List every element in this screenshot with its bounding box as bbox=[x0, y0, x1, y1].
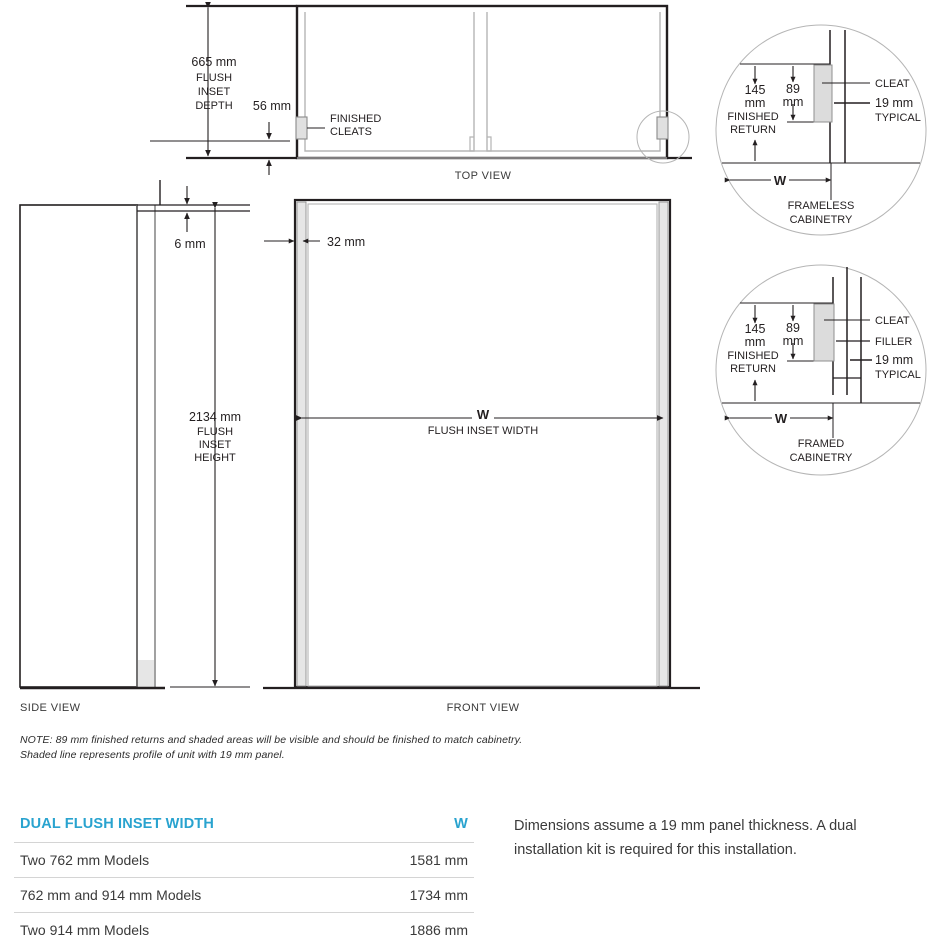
framed-cleat-block bbox=[814, 304, 834, 361]
framed-return-line1: FINISHED bbox=[727, 350, 779, 362]
framed-dim-W-symbol: W bbox=[774, 411, 788, 426]
frameless-cleat-label: CLEAT bbox=[875, 78, 910, 90]
dim-32-value: 32 mm bbox=[327, 235, 366, 249]
dim-56-value: 56 mm bbox=[252, 99, 292, 113]
frameless-dim-89-unit: mm bbox=[782, 95, 804, 109]
front-view-right-stile bbox=[659, 202, 668, 686]
frameless-dim-W-symbol: W bbox=[773, 173, 787, 188]
cleats-label-line1: FINISHED bbox=[330, 113, 382, 125]
framed-dim-145-unit: mm bbox=[744, 335, 766, 349]
framed-cleat-label: CLEAT bbox=[875, 315, 910, 327]
spec-table bbox=[14, 812, 474, 943]
dim-2134-line3: HEIGHT bbox=[194, 452, 236, 464]
top-view-group bbox=[150, 6, 692, 182]
dim-2134-line1: FLUSH bbox=[196, 426, 234, 438]
dim-2134-value: 2134 mm bbox=[188, 410, 242, 424]
frameless-dim-89-value: 89 bbox=[786, 82, 800, 96]
dim-665-line3: DEPTH bbox=[195, 100, 233, 112]
note-line-2: Shaded line represents profile of unit with 19 mm panel. bbox=[20, 749, 285, 761]
side-view-shaded-profile bbox=[138, 660, 154, 687]
frameless-title-line2: CABINETRY bbox=[789, 214, 853, 226]
detail-frameless-group bbox=[716, 25, 926, 235]
framed-typical-value: 19 mm bbox=[875, 353, 914, 367]
framed-title-line2: CABINETRY bbox=[789, 452, 853, 464]
table-row-value: 1734 mm bbox=[409, 887, 468, 903]
table-row-label: Two 914 mm Models bbox=[20, 922, 150, 938]
dim-W-caption: FLUSH INSET WIDTH bbox=[427, 425, 539, 437]
front-view-inner-opening bbox=[308, 204, 657, 686]
front-view-label: FRONT VIEW bbox=[446, 702, 520, 714]
side-view-label: SIDE VIEW bbox=[20, 702, 81, 714]
spec-table-header-value: W bbox=[454, 816, 468, 832]
dim-W-symbol: W bbox=[476, 407, 490, 422]
side-view-group bbox=[20, 180, 250, 714]
cleats-label-line2: CLEATS bbox=[330, 126, 372, 138]
top-view-center-joint bbox=[470, 137, 491, 151]
side-note: Dimensions assume a 19 mm panel thickness. A dual installation kit is required for this installation. bbox=[514, 818, 857, 858]
frameless-cleat-block bbox=[814, 65, 832, 122]
front-view-group bbox=[263, 200, 700, 714]
frameless-return-line1: FINISHED bbox=[727, 111, 779, 123]
table-row-label: Two 762 mm Models bbox=[20, 852, 150, 868]
table-row-label: 762 mm and 914 mm Models bbox=[20, 887, 202, 903]
front-view-left-stile bbox=[297, 202, 306, 686]
framed-filler-label: FILLER bbox=[875, 336, 913, 348]
table-row-value: 1886 mm bbox=[409, 922, 468, 938]
frameless-dim-145-unit: mm bbox=[744, 96, 766, 110]
table-row-value: 1581 mm bbox=[409, 852, 468, 868]
frameless-dim-145-value: 145 bbox=[744, 83, 766, 97]
framed-title-line1: FRAMED bbox=[797, 438, 845, 450]
top-view-label: TOP VIEW bbox=[454, 170, 512, 182]
frameless-typical-label: TYPICAL bbox=[875, 112, 921, 124]
framed-return-line2: RETURN bbox=[730, 363, 776, 375]
dim-6-value: 6 mm bbox=[174, 237, 206, 251]
framed-dim-89-value: 89 bbox=[786, 321, 800, 335]
dim-2134-line2: INSET bbox=[198, 439, 232, 451]
detail-framed-group bbox=[716, 265, 926, 475]
framed-dim-145-value: 145 bbox=[744, 322, 766, 336]
table-row bbox=[14, 877, 474, 912]
top-view-right-bay bbox=[487, 12, 660, 151]
front-view-outline bbox=[295, 200, 670, 687]
framed-typical-label: TYPICAL bbox=[875, 369, 921, 381]
frameless-title-line1: FRAMELESS bbox=[787, 200, 855, 212]
dim-665-value: 665 mm bbox=[191, 55, 237, 69]
spec-table-header bbox=[14, 812, 474, 842]
side-view-body bbox=[20, 205, 137, 687]
table-row bbox=[14, 912, 474, 943]
note-block bbox=[20, 733, 640, 763]
cleat-block-right bbox=[657, 117, 668, 139]
frameless-typical-value: 19 mm bbox=[875, 96, 914, 110]
framed-dim-89-unit: mm bbox=[782, 334, 804, 348]
frameless-return-line2: RETURN bbox=[730, 124, 776, 136]
dim-665-line1: FLUSH bbox=[195, 72, 233, 84]
note-line-1: NOTE: 89 mm finished returns and shaded areas will be visible and should be finished to match cabinetry. bbox=[20, 734, 523, 746]
spec-table-header-label: DUAL FLUSH INSET WIDTH bbox=[20, 816, 214, 832]
cleat-block-left bbox=[296, 117, 307, 139]
dim-665-line2: INSET bbox=[197, 86, 231, 98]
table-row bbox=[14, 842, 474, 877]
